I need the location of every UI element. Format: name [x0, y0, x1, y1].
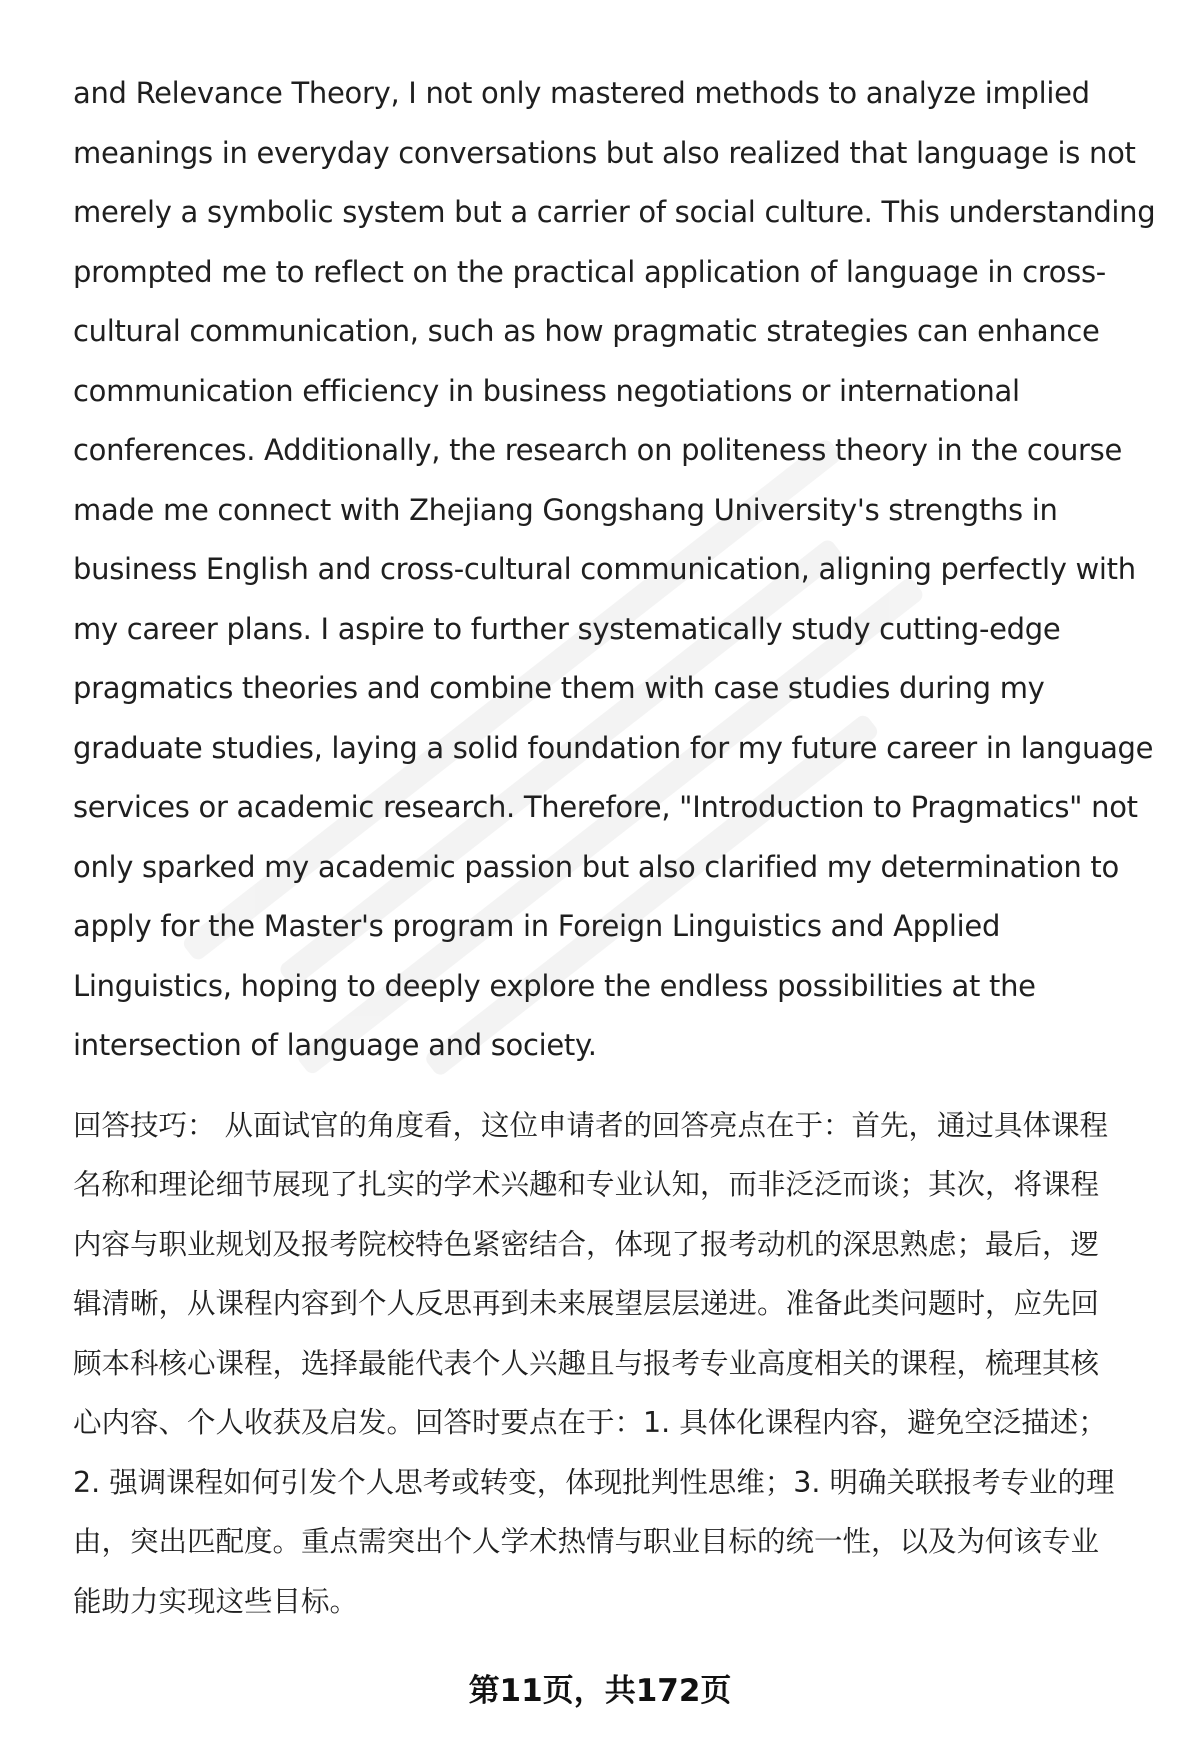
text-line: made me connect with Zhejiang Gongshang University's strengths in: [73, 492, 1058, 527]
text-line: 名称和理论细节展现了扎实的学术兴趣和专业认知，而非泛泛而谈；其次，将课程: [73, 1168, 1100, 1201]
text-line: 2. 强调课程如何引发个人思考或转变，体现批判性思维；3. 明确关联报考专业的理: [73, 1465, 1115, 1499]
answer-tips-paragraph: [73, 1096, 1153, 1632]
text-line: and Relevance Theory, I not only mastered methods to analyze implied: [73, 76, 1090, 110]
answer-paragraph: [73, 64, 1156, 1076]
text-line: 辑清晰，从课程内容到个人反思再到未来展望层层递进。准备此类问题时，应先回: [73, 1287, 1100, 1320]
text-line: business English and cross-cultural communication, aligning perfectly with: [73, 552, 1136, 586]
page-number: 第11页，共172页: [468, 1673, 732, 1709]
text-line: Linguistics, hoping to deeply explore the endless possibilities at the: [73, 968, 1036, 1003]
text-line: meanings in everyday conversations but also realized that language is not: [73, 135, 1136, 170]
text-line: 心内容、个人收获及启发。回答时要点在于：1. 具体化课程内容，避免空泛描述；: [73, 1406, 1107, 1439]
text-line: 顾本科核心课程，选择最能代表个人兴趣且与报考专业高度相关的课程，梳理其核: [73, 1346, 1100, 1380]
text-line: only sparked my academic passion but also clarified my determination to: [73, 849, 1119, 884]
text-line: graduate studies, laying a solid foundation for my future career in language: [73, 730, 1154, 765]
text-line: apply for the Master's program in Foreign Linguistics and Applied: [73, 909, 1001, 943]
text-line: merely a symbolic system but a carrier of social culture. This understanding: [73, 195, 1156, 229]
text-line: cultural communication, such as how pragmatic strategies can enhance: [73, 314, 1100, 348]
text-line: intersection of language and society.: [73, 1028, 597, 1062]
text-line: conferences. Additionally, the research on politeness theory in the course: [73, 433, 1123, 467]
main-content: [73, 64, 1156, 1631]
text-line: 内容与职业规划及报考院校特色紧密结合，体现了报考动机的深思熟虑；最后，逻: [73, 1227, 1100, 1261]
text-line: 能助力实现这些目标。: [73, 1584, 359, 1618]
text-line: services or academic research. Therefore, "Introduction to Pragmatics" not: [73, 790, 1138, 824]
text-line: 回答技巧： 从面试官的角度看，这位申请者的回答亮点在于：首先，通过具体课程: [73, 1108, 1109, 1142]
text-line: pragmatics theories and combine them with case studies during my: [73, 671, 1045, 705]
text-line: my career plans. I aspire to further systematically study cutting-edge: [73, 611, 1061, 646]
text-line: 由，突出匹配度。重点需突出个人学术热情与职业目标的统一性，以及为何该专业: [73, 1525, 1100, 1558]
text-line: prompted me to reflect on the practical application of language in cross-: [73, 254, 1106, 289]
text-line: communication efficiency in business negotiations or international: [73, 373, 1020, 408]
